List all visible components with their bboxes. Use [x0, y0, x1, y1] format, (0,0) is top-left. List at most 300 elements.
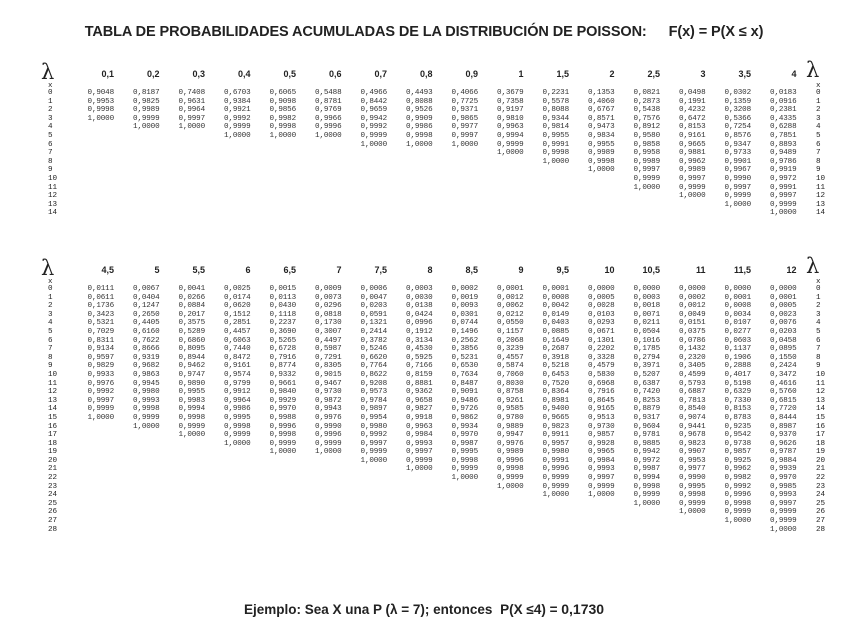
- probability-cell: 0,2851: [224, 319, 251, 328]
- probability-cell: [300, 474, 342, 483]
- probability-cell: 0,9486: [451, 396, 478, 405]
- probability-cell: 0,3856: [451, 345, 478, 354]
- probability-cell: 1,0000: [451, 474, 478, 483]
- probability-cell: 0,0049: [679, 310, 706, 319]
- probability-cell: 0,0023: [770, 310, 797, 319]
- probability-cell: 0,9977: [451, 123, 478, 132]
- probability-cell: 0,7622: [133, 336, 160, 345]
- lambda-header: 0,5: [283, 69, 296, 79]
- probability-cell: 0,9780: [497, 413, 524, 422]
- example-text: Ejemplo: Sea X una P (λ = 7); entonces: [243, 602, 493, 617]
- probability-cell: 1,0000: [315, 131, 342, 140]
- probability-cell: [482, 175, 524, 184]
- probability-cell: 0,9091: [451, 388, 478, 397]
- probability-cell: [300, 491, 342, 500]
- probability-cell: 1,0000: [87, 114, 114, 123]
- probability-cell: 0,0000: [679, 285, 706, 293]
- probability-cell: 0,4060: [588, 97, 615, 106]
- x-values-left: [48, 89, 57, 218]
- probability-column: [482, 285, 524, 534]
- probability-cell: 0,9966: [315, 114, 342, 123]
- lambda-header-row: [30, 265, 830, 279]
- probability-cell: [254, 184, 296, 193]
- probability-cell: 0,0293: [588, 319, 615, 328]
- probability-cell: 0,9889: [497, 422, 524, 431]
- probability-cell: [209, 457, 251, 466]
- probability-column: [527, 89, 569, 218]
- x-value: 10: [48, 174, 58, 183]
- x-value: 13: [48, 396, 58, 405]
- probability-cell: 0,6767: [588, 106, 615, 115]
- probability-cell: [391, 491, 433, 500]
- probability-cell: [254, 500, 296, 509]
- probability-cell: 0,9997: [770, 499, 797, 508]
- probability-cell: 0,9999: [633, 491, 660, 500]
- probability-cell: 0,0093: [451, 302, 478, 311]
- probability-cell: [118, 474, 160, 483]
- probability-cell: 0,6453: [542, 370, 569, 379]
- probability-cell: 0,5987: [315, 345, 342, 354]
- lambda-header: 7,5: [374, 265, 387, 275]
- probability-cell: 0,8187: [133, 89, 160, 97]
- probability-cell: 0,9134: [87, 345, 114, 354]
- probability-cell: 1,0000: [724, 517, 751, 526]
- probability-cell: 0,1649: [542, 336, 569, 345]
- probability-column: [118, 285, 160, 534]
- x-value: 18: [816, 439, 826, 448]
- probability-cell: 0,9884: [770, 456, 797, 465]
- probability-column: [755, 89, 797, 218]
- probability-cell: 0,0008: [724, 302, 751, 311]
- probability-cell: 0,8487: [451, 379, 478, 388]
- probability-cell: 0,9964: [224, 396, 251, 405]
- lambda-header: 12: [786, 265, 797, 275]
- probability-cell: 0,8444: [770, 413, 797, 422]
- probability-cell: 0,9987: [451, 439, 478, 448]
- probability-column: [482, 89, 524, 218]
- probability-cell: 0,9925: [724, 456, 751, 465]
- probability-cell: 0,0001: [497, 285, 524, 293]
- probability-cell: [300, 483, 342, 492]
- probability-cell: [300, 192, 342, 201]
- probability-cell: 1,0000: [224, 439, 251, 448]
- probability-cell: 0,9998: [588, 157, 615, 166]
- probability-cell: 0,2794: [633, 353, 660, 362]
- probability-cell: 0,4017: [724, 370, 751, 379]
- probability-cell: 0,3328: [588, 353, 615, 362]
- probability-cell: 0,9999: [406, 456, 433, 465]
- probability-cell: 0,5231: [451, 353, 478, 362]
- probability-cell: [254, 474, 296, 483]
- lambda-header: 6: [245, 265, 251, 275]
- probability-cell: 0,9261: [497, 396, 524, 405]
- lambda-header: 3: [700, 69, 706, 79]
- probability-cell: 0,9947: [497, 431, 524, 440]
- probability-column: [573, 285, 615, 534]
- probability-cell: 0,7916: [588, 388, 615, 397]
- probability-column: [709, 285, 751, 534]
- probability-cell: [163, 491, 205, 500]
- probability-cell: 0,0000: [633, 285, 660, 293]
- probability-cell: 0,9999: [497, 140, 524, 149]
- probability-cell: 1,0000: [679, 192, 706, 201]
- probability-cell: 0,5578: [542, 97, 569, 106]
- probability-cell: [391, 500, 433, 509]
- lambda-header: 8,5: [465, 265, 478, 275]
- probability-cell: 0,5321: [87, 319, 114, 328]
- x-value: 17: [48, 431, 58, 440]
- probability-cell: 0,7813: [679, 396, 706, 405]
- probability-cell: 1,0000: [679, 508, 706, 517]
- probability-cell: 0,0003: [633, 293, 660, 302]
- probability-cell: 0,0277: [724, 327, 751, 336]
- probability-cell: [482, 184, 524, 193]
- probability-column: [391, 89, 433, 218]
- probability-cell: 0,2381: [770, 106, 797, 115]
- lambda-header: 0,9: [465, 69, 478, 79]
- probability-cell: 0,9998: [406, 131, 433, 140]
- x-value: 15: [48, 413, 58, 422]
- probability-cell: [482, 491, 524, 500]
- probability-cell: [118, 132, 160, 141]
- x-value: 10: [48, 370, 58, 379]
- probability-cell: 0,9769: [315, 106, 342, 115]
- probability-cell: [527, 526, 569, 535]
- probability-cell: 0,0028: [588, 302, 615, 311]
- probability-cell: 0,0183: [770, 89, 797, 97]
- probability-cell: 0,4232: [679, 106, 706, 115]
- probability-cell: [72, 141, 114, 150]
- probability-cell: 1,0000: [269, 131, 296, 140]
- probability-cell: 0,9347: [724, 140, 751, 149]
- probability-cell: 0,0504: [633, 327, 660, 336]
- probability-cell: [118, 526, 160, 535]
- probability-cell: 0,5488: [315, 89, 342, 97]
- probability-cell: 0,0073: [315, 293, 342, 302]
- lambda-header: 4: [791, 69, 797, 79]
- probability-cell: [436, 483, 478, 492]
- probability-column: [254, 89, 296, 218]
- probability-cell: 0,0916: [770, 97, 797, 106]
- probability-cell: [209, 465, 251, 474]
- probability-cell: 0,9989: [588, 149, 615, 158]
- probability-cell: 0,0895: [770, 345, 797, 354]
- probability-cell: [72, 526, 114, 535]
- x-value: 24: [816, 491, 826, 500]
- probability-cell: 0,4335: [770, 114, 797, 123]
- probability-column: [209, 285, 251, 534]
- probability-cell: 0,9999: [269, 439, 296, 448]
- probability-cell: [72, 149, 114, 158]
- probability-cell: 0,0113: [269, 293, 296, 302]
- lambda-header: 5: [154, 265, 160, 275]
- probability-cell: 0,9678: [679, 431, 706, 440]
- probability-cell: 0,0203: [360, 302, 387, 311]
- probability-cell: 0,6620: [360, 353, 387, 362]
- x-value: 0: [816, 285, 821, 293]
- probability-cell: 0,9976: [315, 413, 342, 422]
- probability-cell: 0,9998: [497, 465, 524, 474]
- lambda-symbol-left: λ: [41, 256, 55, 280]
- lambda-header: 0,4: [237, 69, 251, 79]
- probability-cell: 0,8666: [133, 345, 160, 354]
- probability-cell: 0,6815: [770, 396, 797, 405]
- probability-cell: [163, 474, 205, 483]
- probability-cell: 0,5793: [679, 379, 706, 388]
- probability-cell: 1,0000: [497, 482, 524, 491]
- probability-cell: 1,0000: [406, 465, 433, 474]
- probability-cell: 0,9738: [724, 439, 751, 448]
- probability-cell: [664, 517, 706, 526]
- probability-cell: 0,0591: [360, 310, 387, 319]
- x-value: 4: [816, 123, 821, 132]
- probability-cell: 0,9995: [451, 448, 478, 457]
- probability-cell: 0,3208: [724, 106, 751, 115]
- probability-cell: 0,7440: [224, 345, 251, 354]
- probability-cell: 0,0884: [178, 302, 205, 311]
- probability-cell: 0,9015: [315, 370, 342, 379]
- x-value: 7: [816, 345, 821, 354]
- probability-cell: 0,9825: [133, 97, 160, 106]
- probability-cell: 0,1991: [679, 97, 706, 106]
- probability-cell: 0,9161: [679, 131, 706, 140]
- probability-cell: [482, 166, 524, 175]
- probability-cell: 0,9604: [633, 422, 660, 431]
- cdf-formula: F(x) = P(X ≤ x): [668, 24, 764, 40]
- probability-cell: 0,3007: [315, 327, 342, 336]
- probability-cell: [618, 192, 660, 201]
- probability-cell: 0,8774: [269, 362, 296, 371]
- x-value: 8: [816, 157, 821, 166]
- probability-cell: [436, 500, 478, 509]
- probability-cell: 0,9631: [178, 97, 205, 106]
- probability-cell: 0,9997: [770, 192, 797, 201]
- probability-cell: [209, 184, 251, 193]
- probability-cell: 0,5366: [724, 114, 751, 123]
- probability-cell: 0,9730: [315, 388, 342, 397]
- probability-cell: 0,0821: [633, 89, 660, 97]
- probability-cell: [482, 192, 524, 201]
- x-value: 5: [48, 327, 53, 336]
- probability-cell: [664, 209, 706, 218]
- probability-cell: 0,2068: [497, 336, 524, 345]
- lambda-header: 0,8: [419, 69, 433, 79]
- probability-cell: 0,9990: [315, 422, 342, 431]
- lambda-header-row: [30, 69, 830, 83]
- probability-cell: 0,2424: [770, 362, 797, 371]
- probability-cell: [209, 526, 251, 535]
- probability-cell: 0,0430: [269, 302, 296, 311]
- probability-cell: 0,9962: [724, 465, 751, 474]
- probability-cell: [300, 201, 342, 210]
- probability-cell: 0,9970: [770, 474, 797, 483]
- probability-cell: [436, 526, 478, 535]
- probability-cell: 0,9400: [542, 405, 569, 414]
- probability-cell: 0,4493: [406, 89, 433, 97]
- probability-cell: 0,4579: [588, 362, 615, 371]
- probability-cell: 0,9998: [269, 431, 296, 440]
- probability-cell: [209, 166, 251, 175]
- probability-cell: [391, 508, 433, 517]
- probability-cell: [209, 448, 251, 457]
- probability-cell: [300, 141, 342, 150]
- probability-cell: 0,9997: [724, 183, 751, 192]
- probability-cell: 0,1137: [724, 345, 751, 354]
- probability-cell: 0,9840: [269, 388, 296, 397]
- probability-cell: [482, 201, 524, 210]
- probability-cell: 0,8571: [588, 114, 615, 123]
- probability-cell: [345, 508, 387, 517]
- probability-cell: 0,9074: [679, 413, 706, 422]
- probability-cell: 0,9982: [269, 114, 296, 123]
- probability-cell: 0,9996: [497, 456, 524, 465]
- probability-cell: 0,3575: [178, 319, 205, 328]
- probability-cell: 0,3405: [679, 362, 706, 371]
- probability-cell: 0,1512: [224, 310, 251, 319]
- probability-cell: 0,9999: [224, 431, 251, 440]
- probability-cell: 0,8912: [633, 123, 660, 132]
- x-value: 11: [816, 183, 826, 192]
- probability-cell: 0,9513: [588, 413, 615, 422]
- x-value: 16: [816, 422, 826, 431]
- probability-cell: [345, 465, 387, 474]
- probability-cell: 0,8253: [633, 396, 660, 405]
- x-value: 11: [48, 183, 58, 192]
- probability-cell: 0,4497: [315, 336, 342, 345]
- probability-cell: 0,3134: [406, 336, 433, 345]
- x-value: 25: [48, 499, 58, 508]
- x-value: 9: [48, 362, 53, 371]
- probability-cell: 0,9967: [724, 166, 751, 175]
- probability-cell: 0,5198: [724, 379, 751, 388]
- probability-cell: 0,9161: [224, 362, 251, 371]
- probability-cell: 0,9208: [360, 379, 387, 388]
- probability-cell: 1,0000: [315, 448, 342, 457]
- probability-cell: [482, 209, 524, 218]
- probability-cell: [118, 209, 160, 218]
- probability-cell: 0,1301: [588, 336, 615, 345]
- probability-cell: 0,9980: [360, 422, 387, 431]
- x-value: 8: [48, 353, 53, 362]
- probability-cell: 0,9918: [406, 413, 433, 422]
- probability-cell: 0,0671: [588, 327, 615, 336]
- probability-cell: 0,7166: [406, 362, 433, 371]
- probability-cell: 0,6703: [224, 89, 251, 97]
- x-value: 27: [48, 517, 58, 526]
- probability-cell: 0,8305: [315, 362, 342, 371]
- probability-cell: [391, 175, 433, 184]
- probability-column: [391, 285, 433, 534]
- probability-cell: [345, 526, 387, 535]
- lambda-symbol-right: λ: [806, 58, 820, 82]
- probability-cell: [527, 166, 569, 175]
- probability-cell: [72, 209, 114, 218]
- probability-cell: 0,9955: [588, 140, 615, 149]
- probability-cell: 0,2320: [679, 353, 706, 362]
- probability-cell: [163, 149, 205, 158]
- probability-cell: [618, 209, 660, 218]
- probability-cell: 0,9991: [770, 183, 797, 192]
- probability-cell: [436, 184, 478, 193]
- probability-cell: 0,9999: [724, 508, 751, 517]
- x-value: 3: [48, 310, 53, 319]
- probability-cell: 0,7851: [770, 131, 797, 140]
- probability-cell: 0,1912: [406, 327, 433, 336]
- probability-cell: [391, 201, 433, 210]
- probability-cell: 0,9317: [633, 413, 660, 422]
- probability-cell: 0,9999: [679, 499, 706, 508]
- probability-cell: 1,0000: [178, 431, 205, 440]
- probability-cell: 0,6288: [770, 123, 797, 132]
- probability-cell: 0,9999: [224, 123, 251, 132]
- probability-cell: 0,0001: [770, 293, 797, 302]
- probability-cell: 0,9989: [133, 106, 160, 115]
- probability-cell: [118, 483, 160, 492]
- probability-cell: 0,9872: [315, 396, 342, 405]
- x-value: 2: [48, 302, 53, 311]
- lambda-symbol-left: λ: [41, 60, 55, 84]
- probability-cell: 1,0000: [406, 140, 433, 149]
- probability-cell: 0,9980: [133, 388, 160, 397]
- x-value: 25: [816, 499, 826, 508]
- probability-cell: 0,9362: [406, 388, 433, 397]
- probability-cell: [254, 209, 296, 218]
- lambda-header: 10: [604, 265, 615, 275]
- probability-cell: 0,9983: [178, 396, 205, 405]
- probability-cell: [209, 141, 251, 150]
- probability-cell: [163, 209, 205, 218]
- probability-cell: 0,0818: [315, 310, 342, 319]
- x-value: 20: [48, 456, 58, 465]
- x-label-right: x: [816, 278, 821, 286]
- probability-cell: 0,5830: [588, 370, 615, 379]
- probability-cell: 0,8881: [406, 379, 433, 388]
- probability-cell: 0,0005: [588, 293, 615, 302]
- example-line: [0, 601, 848, 617]
- probability-cell: 0,9997: [406, 448, 433, 457]
- probability-cell: 0,9984: [588, 456, 615, 465]
- probability-cell: [118, 448, 160, 457]
- probability-cell: [72, 440, 114, 449]
- probability-cell: 1,0000: [133, 422, 160, 431]
- probability-cell: 0,1157: [497, 327, 524, 336]
- probability-cell: [163, 465, 205, 474]
- probability-cell: [436, 508, 478, 517]
- probability-cell: 0,0744: [451, 319, 478, 328]
- probability-cell: 0,4616: [770, 379, 797, 388]
- probability-cell: [72, 166, 114, 175]
- probability-cell: [209, 491, 251, 500]
- probability-cell: [527, 201, 569, 210]
- probability-cell: 0,9919: [770, 166, 797, 175]
- probability-cell: [72, 123, 114, 132]
- probability-cell: 0,5438: [633, 106, 660, 115]
- probability-cell: [72, 474, 114, 483]
- x-value: 2: [48, 106, 53, 115]
- probability-cell: 0,9998: [542, 149, 569, 158]
- x-values-right: [816, 89, 825, 218]
- probability-column: [72, 89, 114, 218]
- x-value: 4: [48, 123, 53, 132]
- probability-cell: 0,2562: [451, 336, 478, 345]
- probability-cell: [300, 158, 342, 167]
- probability-cell: 0,9467: [315, 379, 342, 388]
- probability-cell: 0,9991: [542, 456, 569, 465]
- probability-cell: 0,4457: [224, 327, 251, 336]
- lambda-header: 6,5: [283, 265, 296, 275]
- probability-cell: [482, 158, 524, 167]
- probability-cell: 0,9997: [451, 131, 478, 140]
